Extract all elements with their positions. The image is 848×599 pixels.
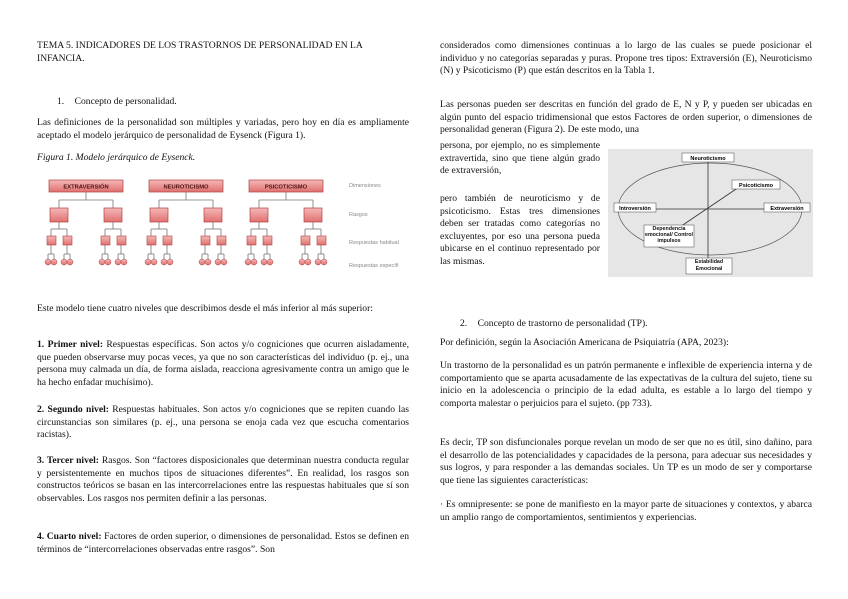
level-4-paragraph xyxy=(37,531,409,556)
specific-response-node xyxy=(105,259,111,265)
section-1-number: 1. xyxy=(57,96,65,107)
levels-intro: Este modelo tiene cuatro niveles que describimos desde el más inferior al más superior: xyxy=(37,303,373,314)
specific-response-node xyxy=(61,259,67,265)
dimension-label-1: EXTRAVERSIÓN xyxy=(63,184,109,191)
specific-response-node xyxy=(251,259,257,265)
habitual-response-box xyxy=(201,236,210,245)
level-label-respuestas-habituales: Respuestas habitual xyxy=(349,240,399,246)
specific-response-node xyxy=(115,259,121,265)
specific-response-node xyxy=(221,259,227,265)
section-2-heading xyxy=(460,318,648,331)
level-label-respuestas-especificas: Respuestas específi xyxy=(349,263,399,269)
habitual-response-box xyxy=(317,236,326,245)
specific-response-node xyxy=(261,259,267,265)
habitual-response-box xyxy=(301,236,310,245)
habitual-response-box xyxy=(63,236,72,245)
specific-response-node xyxy=(305,259,311,265)
specific-response-node xyxy=(321,259,327,265)
description-paragraph: Las personas pueden ser descritas en función del grado de E, N y P, y pueden ser ubicadas en algún punto del espacio tridimensional que estos Factores de orden superior, o dimensiones de personalidad generan (Figura 2). De este modo, una xyxy=(440,99,812,135)
figure-1-caption: Figura 1. Modelo jerárquico de Eysenck. xyxy=(37,152,196,163)
level-1-label: 1. Primer nivel: xyxy=(37,339,104,350)
specific-response-node xyxy=(99,259,105,265)
level-2-text: Respuestas habituales. Son actos y/o cogniciones que se repiten cuando las circunstancias son similares (p. ej., una persona se enoja cada vez que escucha comentarios racistas). xyxy=(37,404,409,440)
habitual-response-box xyxy=(147,236,156,245)
description-continued: persona, por ejemplo, no es simplemente extravertida, sino que tiene algún grado de extraversión, xyxy=(440,140,600,176)
level-3-label: 3. Tercer nivel: xyxy=(37,455,100,466)
level-3-text: Rasgos. Son “factores disposicionales que determinan nuestra conducta regular y persistentemente en muchos tipos de situaciones diferentes”. En realidad, los rasgos son constructos teóricos se basan en las intercorrelaciones entre las respuestas habituales que sí son observables. Los rasgos nos permiten definir a las personas. xyxy=(37,455,410,504)
section-2-number: 2. xyxy=(460,318,468,329)
trait-box xyxy=(250,208,268,222)
description-wrap: pero también de neuroticismo y de psicoticismo. Estas tres dimensiones deben ser tratadas como categorías no excluyentes, por eso una persona pueda ubicarse en el continuo representado por las mismas. xyxy=(440,193,600,267)
specific-response-node xyxy=(215,259,221,265)
habitual-response-box xyxy=(47,236,56,245)
dimensions-paragraph: considerados como dimensiones continuas a lo largo de las cuales se puede posicionar el individuo y no categorías separadas y puras. Propone tres tipos: Extraversión (E), Neuroticismo (N) y Psicoticismo (P) que están descritos en la Tabla 1. xyxy=(440,40,812,76)
specific-response-node xyxy=(161,259,167,265)
specific-response-node xyxy=(267,259,273,265)
specific-response-node xyxy=(205,259,211,265)
specific-response-node xyxy=(299,259,305,265)
label-introversion: Introversión xyxy=(619,206,651,212)
level-2-paragraph xyxy=(37,404,409,442)
specific-response-node xyxy=(145,259,151,265)
label-dependencia: Dependencia emocional/ Control impulsos xyxy=(645,226,693,245)
specific-response-node xyxy=(167,259,173,265)
trait-box xyxy=(304,208,322,222)
dimension-label-3: PSICOTICISMO xyxy=(264,184,308,191)
specific-response-node xyxy=(151,259,157,265)
trait-box xyxy=(204,208,222,222)
specific-response-node xyxy=(51,259,57,265)
level-3-paragraph xyxy=(37,455,409,505)
label-estabilidad-wrapper xyxy=(686,258,732,274)
label-psicoticismo: Psicoticismo xyxy=(739,183,773,189)
dysfunction-paragraph: Es decir, TP son disfuncionales porque revelan un modo de ser que no es útil, sino dañino, para el desarrollo de las potencialidades y capacidades de la persona, para adecuar sus necesidades y sus logros, y para responder a las demandas sociales. Un TP es un modo de ser y comportarse que tiene las siguientes características: xyxy=(440,437,812,486)
dimension-label-2: NEUROTICISMO xyxy=(163,184,209,191)
specific-response-node xyxy=(199,259,205,265)
page-title: TEMA 5. INDICADORES DE LOS TRASTORNOS DE PERSONALIDAD EN LA INFANCIA. xyxy=(37,40,363,64)
figure-1-level-labels xyxy=(349,183,399,269)
level-1-paragraph xyxy=(37,339,409,389)
habitual-response-box xyxy=(247,236,256,245)
definition-intro: Por definición, según la Asociación Americana de Psiquiatría (APA, 2023): xyxy=(440,337,729,348)
specific-response-node xyxy=(67,259,73,265)
level-1-text: Respuestas específicas. Son actos y/o cogniciones que ocurren aisladamente, que pueden observarse muy pocas veces, ya que no son características del individuo (p. ej., una persona muy calmada un día, de forma aislada, reacciona agresivamente contra un amigo que le ha hecho enfadar muchísimo). xyxy=(37,339,409,388)
section-1-title: Concepto de personalidad. xyxy=(74,96,177,107)
habitual-response-box xyxy=(217,236,226,245)
label-estabilidad: Estabilidad Emocional xyxy=(694,259,724,272)
specific-response-node xyxy=(245,259,251,265)
trait-box xyxy=(50,208,68,222)
label-dependencia-wrapper xyxy=(644,225,694,247)
intro-paragraph: Las definiciones de la personalidad son múltiples y variadas, pero hoy en día es ampliamente aceptado el modelo jerárquico de personalidad de Eysenck (Figura 1). xyxy=(37,117,409,141)
trait-box xyxy=(104,208,122,222)
habitual-response-box xyxy=(163,236,172,245)
specific-response-node xyxy=(45,259,51,265)
figure-1-connectors xyxy=(48,192,324,259)
level-2-label: 2. Segundo nivel: xyxy=(37,404,109,415)
characteristic-bullet-1: · Es omnipresente: se pone de manifiesto en la mayor parte de situaciones y contextos, y abarca un amplio rango de comportamientos, sentimientos y experiencias. xyxy=(440,499,812,523)
section-2-title: Concepto de trastorno de personalidad (TP). xyxy=(477,318,648,329)
habitual-response-box xyxy=(263,236,272,245)
specific-response-node xyxy=(121,259,127,265)
figure-1-eysenck-model xyxy=(37,170,409,274)
section-1-heading xyxy=(57,96,177,109)
definition-paragraph: Un trastorno de la personalidad es un patrón permanente e inflexible de experiencia interna y de comportamiento que se aparta acusadamente de las expectativas de la cultura del sujeto, tiene su inicio en la adolescencia o principio de la edad adulta, es estable a lo largo del tiempo y comporta malestar o perjuicios para el sujeto. (pp 733). xyxy=(440,360,812,409)
level-label-rasgos: Rasgos xyxy=(349,212,368,218)
habitual-response-box xyxy=(101,236,110,245)
level-label-dimensiones: Dimensiones xyxy=(349,183,381,189)
specific-response-node xyxy=(315,259,321,265)
level-4-label: 4. Cuarto nivel: xyxy=(37,531,102,542)
trait-box xyxy=(150,208,168,222)
habitual-response-box xyxy=(117,236,126,245)
label-neuroticismo: Neuroticismo xyxy=(690,156,726,162)
figure-2-three-dimensions xyxy=(608,149,813,277)
label-extraversion: Extraversión xyxy=(770,206,804,212)
level-4-text: Factores de orden superior, o dimensiones de personalidad. Estos se definen en términos de “intercorrelaciones observadas entre rasgos”. Son xyxy=(37,531,409,555)
